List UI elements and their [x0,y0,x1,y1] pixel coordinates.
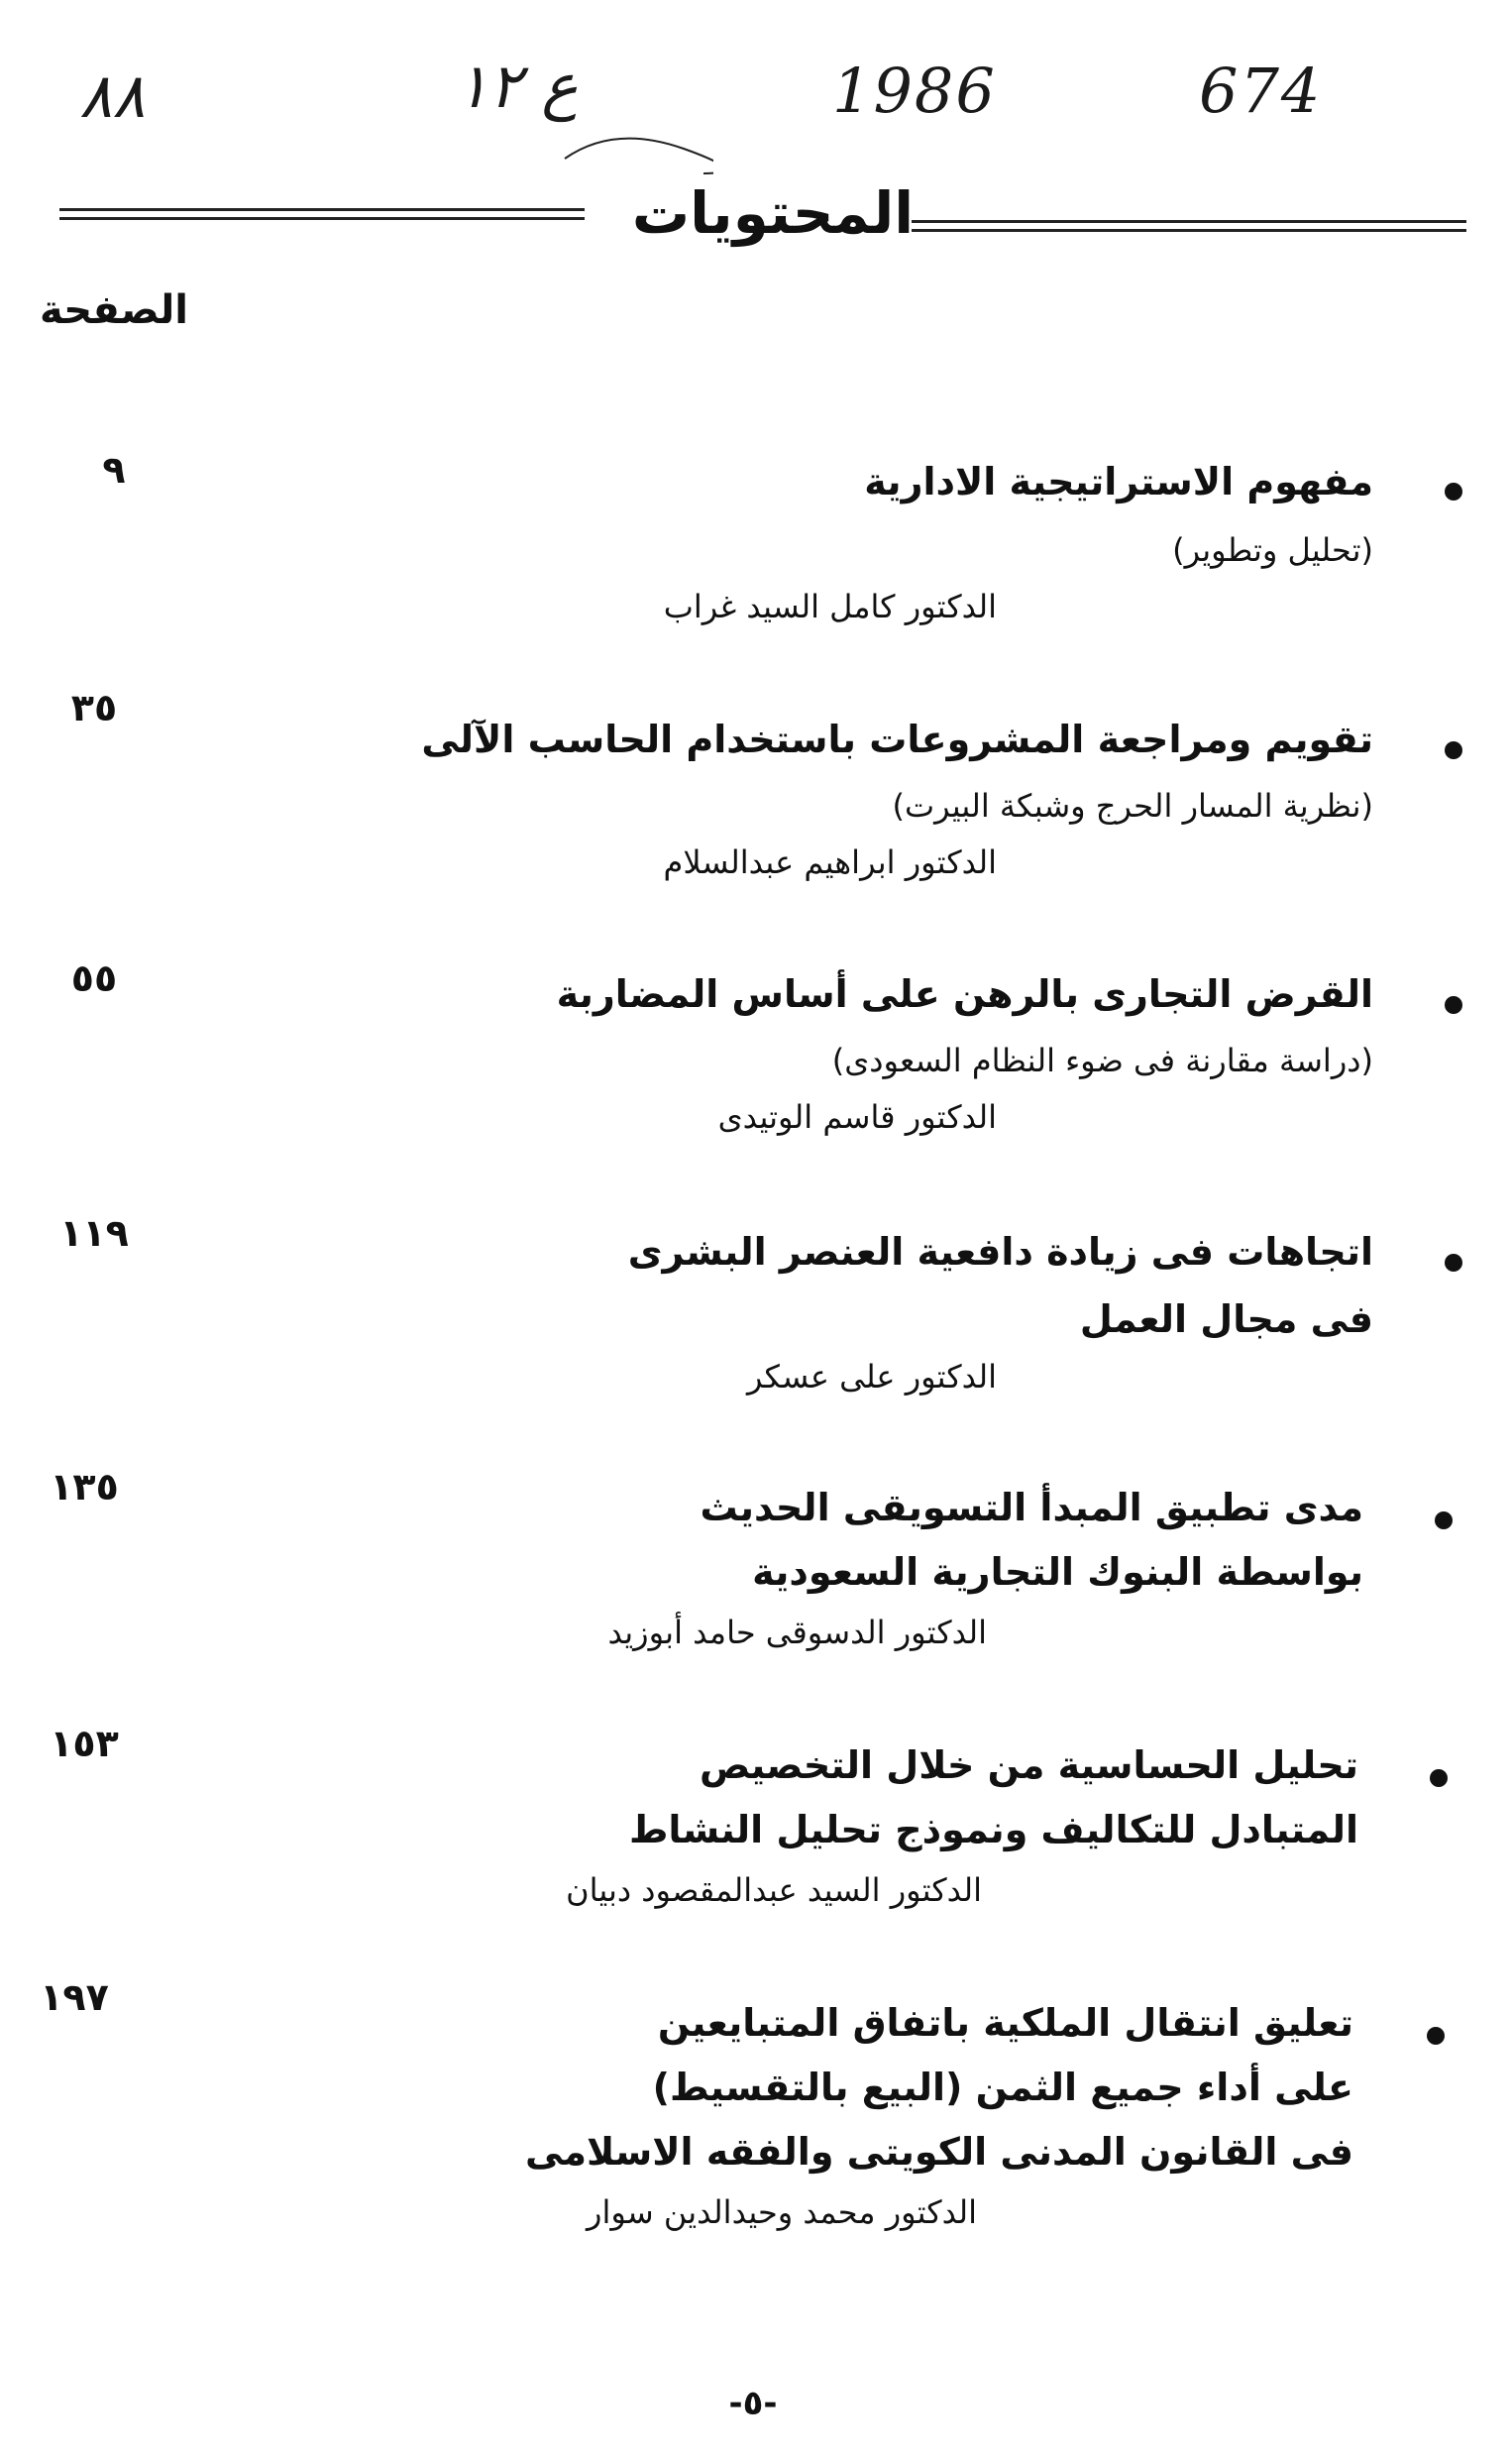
bullet-icon [1427,2027,1445,2045]
entry-title-line: المتبادل للتكاليف ونموذج تحليل النشاط [628,1808,1358,1851]
bullet-icon [1445,741,1462,759]
entry-author: الدكتور محمد وحيدالدين سوار [587,2193,977,2231]
title-rule-right [912,220,1466,232]
entry-title: القرض التجارى بالرهن على أساس المضاربة [556,972,1373,1016]
entry-subtitle: (تحليل وتطوير) [1172,531,1373,569]
entry-title: مدى تطبيق المبدأ التسويقى الحديث [700,1486,1363,1529]
entry-author: الدكتور الدسوقى حامد أبوزيد [607,1614,987,1651]
entry-title: مفهوم الاستراتيجية الادارية [864,460,1373,503]
bullet-icon [1435,1511,1453,1529]
entry-page-number: ١٩٧ [40,1975,109,2019]
entry-title: تقويم ومراجعة المشروعات باستخدام الحاسب الآلى [421,718,1373,761]
page-column-label: الصفحة [40,287,189,333]
bullet-icon [1445,1254,1462,1272]
entry-title: اتجاهات فى زيادة دافعية العنصر البشرى [627,1230,1373,1274]
entry-author: الدكتور كامل السيد غراب [663,588,997,625]
bullet-icon [1430,1769,1448,1787]
handwritten-year: 1986 [832,55,997,127]
handwritten-volume: ع ١٢ [456,50,579,122]
footer-page-number: -٥- [728,2384,778,2423]
entry-subtitle: (دراسة مقارنة فى ضوء النظام السعودى) [831,1042,1373,1079]
entry-page-number: ٩ [102,448,126,492]
entry-page-number: ١١٩ [59,1211,129,1255]
entry-title: تحليل الحساسية من خلال التخصيص [700,1743,1358,1787]
entry-title-line: بواسطة البنوك التجارية السعودية [752,1550,1363,1594]
handwritten-number: 674 [1199,55,1323,127]
entry-author: الدكتور السيد عبدالمقصود دبيان [566,1871,982,1909]
entry-page-number: ١٥٣ [50,1722,119,1765]
entry-page-number: ١٣٥ [50,1465,119,1509]
entry-title-line: فى مجال العمل [1079,1297,1373,1341]
entry-subtitle: (نظرية المسار الحرج وشبكة البيرت) [892,787,1373,825]
bullet-icon [1445,483,1462,501]
entry-author: الدكتور على عسكر [747,1358,997,1396]
entry-title-line: على أداء جميع الثمن (البيع بالتقسيط) [652,2066,1353,2109]
bullet-icon [1445,996,1462,1014]
page-title: المحتويات [631,179,915,247]
handwritten-code: ٨٨ [79,59,146,132]
entry-title: تعليق انتقال الملكية باتفاق المتبايعين [657,2001,1353,2045]
title-rule-left [59,208,585,220]
entry-author: الدكتور ابراهيم عبدالسلام [663,843,997,881]
entry-author: الدكتور قاسم الوتيدى [717,1098,997,1136]
entry-page-number: ٥٥ [70,956,118,1000]
entry-page-number: ٣٥ [70,686,118,729]
entry-title-line: فى القانون المدنى الكويتى والفقه الاسلامى [525,2130,1353,2174]
